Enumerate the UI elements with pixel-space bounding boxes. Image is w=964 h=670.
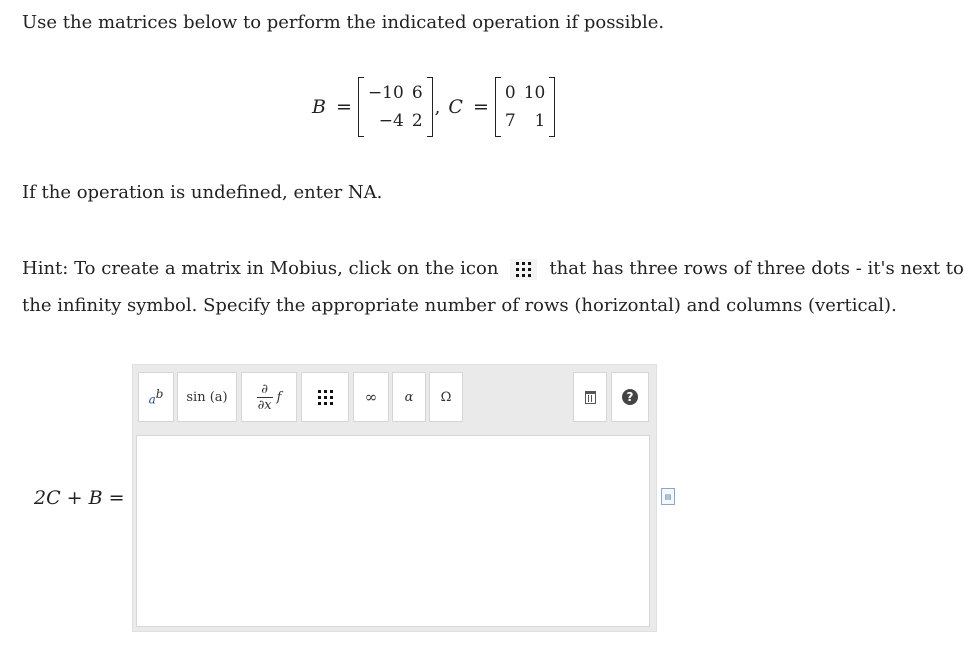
superscript-icon: $a^b$ (148, 386, 164, 407)
help-icon: ? (622, 389, 638, 405)
infinity-icon: ∞ (364, 388, 378, 406)
matrix-b-cell: −10 (367, 83, 404, 103)
symbols-button[interactable] (429, 372, 463, 422)
matrix-b (358, 77, 433, 137)
derivative-button[interactable] (241, 372, 297, 422)
derivative-f: f (276, 389, 282, 405)
matrix-b-cell: 2 (411, 111, 423, 131)
function-button[interactable] (177, 372, 237, 422)
hint-line-2: the infinity symbol. Specify the appropriate number of rows (horizontal) and columns (vertical). (22, 295, 897, 316)
matrix-b-cell: −4 (378, 111, 404, 131)
question-intro: Use the matrices below to perform the indicated operation if possible. (22, 12, 665, 33)
preview-icon[interactable]: ▤ (661, 488, 675, 505)
alpha-icon: α (404, 389, 414, 405)
math-editor (132, 364, 657, 632)
matrix-separator: , (434, 96, 441, 118)
clear-button[interactable] (573, 372, 607, 422)
function-label: sin (a) (186, 389, 228, 405)
superscript-button[interactable] (138, 372, 174, 422)
greek-letters-button[interactable] (392, 372, 426, 422)
matrix-b-cell: 6 (411, 83, 423, 103)
derivative-icon: $\frac{\partial}{\partial x}$ (257, 381, 272, 413)
omega-icon: Ω (440, 389, 452, 405)
help-button[interactable] (611, 372, 649, 422)
answer-input[interactable] (136, 435, 650, 627)
matrix-c-cell: 10 (523, 83, 546, 103)
matrix-c-cell: 1 (534, 111, 546, 131)
matrix-definitions (308, 76, 557, 138)
hint-text-2: that has three rows of three dots - it's next to (549, 258, 964, 279)
matrix-icon (318, 390, 333, 405)
undefined-note: If the operation is undefined, enter NA. (22, 182, 383, 203)
matrix-b-label: B = (312, 96, 352, 118)
matrix-button[interactable] (301, 372, 349, 422)
matrix-c-cell: 0 (504, 83, 516, 103)
matrix-grid-icon (510, 259, 537, 280)
infinity-button[interactable] (353, 372, 389, 422)
matrix-c-cell: 7 (504, 111, 516, 131)
hint-text-1: Hint: To create a matrix in Mobius, click on the icon (22, 258, 499, 279)
hint-line-1 (22, 258, 964, 280)
matrix-c (495, 77, 555, 137)
matrix-c-label: C = (448, 96, 489, 118)
answer-label: 2C + B = (34, 487, 125, 509)
trash-icon (585, 391, 596, 404)
